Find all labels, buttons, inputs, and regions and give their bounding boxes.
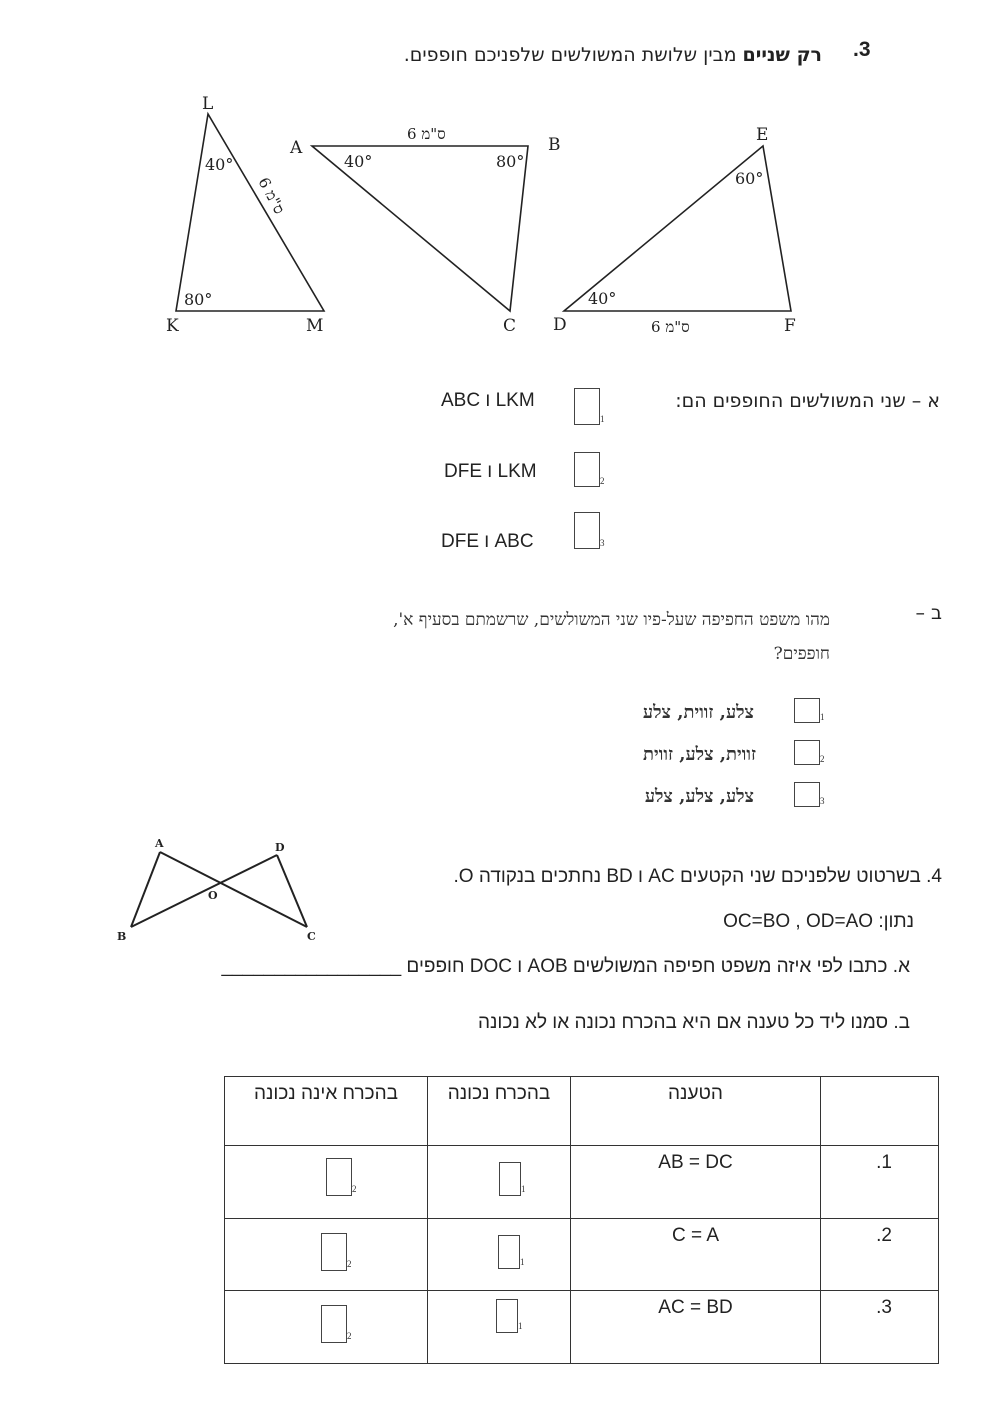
point-o-label: O <box>208 889 218 902</box>
angle-e-label: 60° <box>735 169 764 188</box>
point-c-label: C <box>307 930 316 943</box>
row-3-not-true-number: 2 <box>347 1331 352 1341</box>
row-3-claim: AC = BD <box>658 1297 733 1318</box>
row-2-claim: C = A <box>672 1225 719 1246</box>
bowtie-figure <box>110 835 330 945</box>
vertex-k-label: K <box>166 316 179 336</box>
part-b-option-2-checkbox[interactable] <box>794 740 820 765</box>
question-3-title-bold: רק שניים <box>742 44 822 66</box>
part-a-option-3-checkbox[interactable] <box>574 512 600 549</box>
angle-k-label: 80° <box>184 290 213 309</box>
row-3-yes-cell <box>428 1291 571 1364</box>
row-2-yes-cell <box>428 1219 571 1291</box>
part-b-option-2-label: זווית, צלע, זווית <box>643 744 756 765</box>
segment-dc <box>277 855 307 927</box>
row-2-not-true-checkbox[interactable] <box>321 1233 347 1271</box>
question-4-part-b: ב. סמנו ליד כל טענה אם היא בהכרח נכונה או לא נכונה <box>478 1012 910 1033</box>
question-4-given: נתון: OC=BO , OD=AO <box>723 911 914 932</box>
part-b-option-3-label: צלע, צלע, צלע <box>644 786 754 807</box>
header-not-true: בהכרח אינה נכונה <box>253 1083 399 1104</box>
part-b-question-line-1: מהו משפט החפיפה שעל-פיו שני המשולשים, שרשמתם בסעיף א', <box>393 610 830 630</box>
side-ab-label: 6 ס"מ <box>407 125 446 143</box>
row-3-number: .3 <box>876 1297 892 1318</box>
side-lm-label: 6 ס"מ <box>254 174 289 217</box>
vertex-e-label: E <box>756 125 769 145</box>
row-3-true-checkbox[interactable] <box>496 1299 518 1333</box>
claims-table <box>224 1076 939 1364</box>
side-df-label: 6 ס"מ <box>651 318 690 336</box>
vertex-f-label: F <box>784 316 796 336</box>
row-2-true-number: 1 <box>520 1257 525 1267</box>
part-a-option-1-number: 1 <box>600 414 605 424</box>
point-b-label: B <box>117 930 127 943</box>
part-b-option-3-checkbox[interactable] <box>794 782 820 807</box>
part-b-option-1-checkbox[interactable] <box>794 698 820 723</box>
row-2-not-true-number: 2 <box>347 1259 352 1269</box>
angle-l-label: 40° <box>205 155 234 174</box>
header-true: בהכרח נכונה <box>447 1083 551 1104</box>
vertex-l-label: L <box>202 94 214 114</box>
part-a-option-3-label: DFE ו ABC <box>441 531 534 552</box>
row-3-num-cell <box>821 1291 939 1364</box>
part-b-question-line-2: חופפים? <box>773 644 830 664</box>
part-a-option-2-checkbox[interactable] <box>574 452 600 487</box>
vertex-a-label: A <box>290 138 303 158</box>
angle-b-label: 80° <box>496 152 525 171</box>
row-1-claim-cell <box>571 1146 821 1219</box>
part-a-label: א – שני המשולשים החופפים הם: <box>675 390 940 412</box>
table-row <box>225 1146 939 1219</box>
question-3-title-rest: מבין שלושת המשולשים שלפניכם חופפים. <box>403 44 743 66</box>
table-row <box>225 1291 939 1364</box>
header-cell-claim <box>571 1077 821 1146</box>
row-1-not-true-number: 2 <box>352 1184 357 1194</box>
part-b-option-1-number: 1 <box>820 712 825 722</box>
header-cell-claim-truefalse-yes <box>428 1077 571 1146</box>
row-2-num-cell <box>821 1219 939 1291</box>
point-d-label: D <box>275 841 285 854</box>
row-2-number: .2 <box>876 1225 892 1246</box>
row-3-no-cell <box>225 1291 428 1364</box>
vertex-d-label: D <box>553 315 567 335</box>
table-header-row <box>225 1077 939 1146</box>
part-a-option-2-number: 2 <box>600 476 605 486</box>
row-1-yes-cell <box>428 1146 571 1219</box>
part-a-option-3-number: 3 <box>600 538 605 548</box>
row-3-true-number: 1 <box>518 1321 523 1331</box>
part-b-option-3-number: 3 <box>820 796 825 806</box>
row-1-no-cell <box>225 1146 428 1219</box>
part-b-option-1-label: צלע, זווית, צלע <box>642 702 754 723</box>
segment-bd <box>131 855 277 927</box>
part-a-option-2-label: DFE ו LKM <box>444 461 537 482</box>
triangles-figure <box>0 0 1000 350</box>
row-3-not-true-checkbox[interactable] <box>321 1305 347 1343</box>
header-cell-number <box>821 1077 939 1146</box>
part-a-option-1-label: ABC ו LKM <box>441 390 535 411</box>
question-3-number: .3 <box>853 38 871 61</box>
angle-d-label: 40° <box>588 289 617 308</box>
vertex-c-label: C <box>503 316 517 336</box>
part-a-option-1-checkbox[interactable] <box>574 388 600 425</box>
header-cell-claim-truefalse-no <box>225 1077 428 1146</box>
vertex-b-label: B <box>548 135 561 155</box>
part-b-option-2-number: 2 <box>820 754 825 764</box>
question-4-intro: 4. בשרטוט שלפניכם שני הקטעים AC ו BD נחתכים בנקודה O. <box>453 866 942 887</box>
segment-ac <box>160 852 307 927</box>
row-1-num-cell <box>821 1146 939 1219</box>
row-1-true-checkbox[interactable] <box>499 1162 521 1196</box>
angle-a-label: 40° <box>344 152 373 171</box>
row-2-claim-cell <box>571 1219 821 1291</box>
row-1-claim: AB = DC <box>658 1152 733 1173</box>
part-b-label: ב – <box>915 602 942 624</box>
row-2-true-checkbox[interactable] <box>498 1235 520 1269</box>
header-claim: הטענה <box>668 1083 723 1104</box>
row-3-claim-cell <box>571 1291 821 1364</box>
row-1-true-number: 1 <box>521 1184 526 1194</box>
table-row <box>225 1219 939 1291</box>
row-1-number: .1 <box>876 1152 892 1173</box>
vertex-m-label: M <box>306 316 324 336</box>
point-a-label: A <box>155 837 164 850</box>
row-1-not-true-checkbox[interactable] <box>326 1158 352 1196</box>
row-2-no-cell <box>225 1219 428 1291</box>
question-4-part-a: א. כתבו לפי איזה משפט חפיפה המשולשים AOB ו DOC חופפים _________________ <box>221 956 910 977</box>
